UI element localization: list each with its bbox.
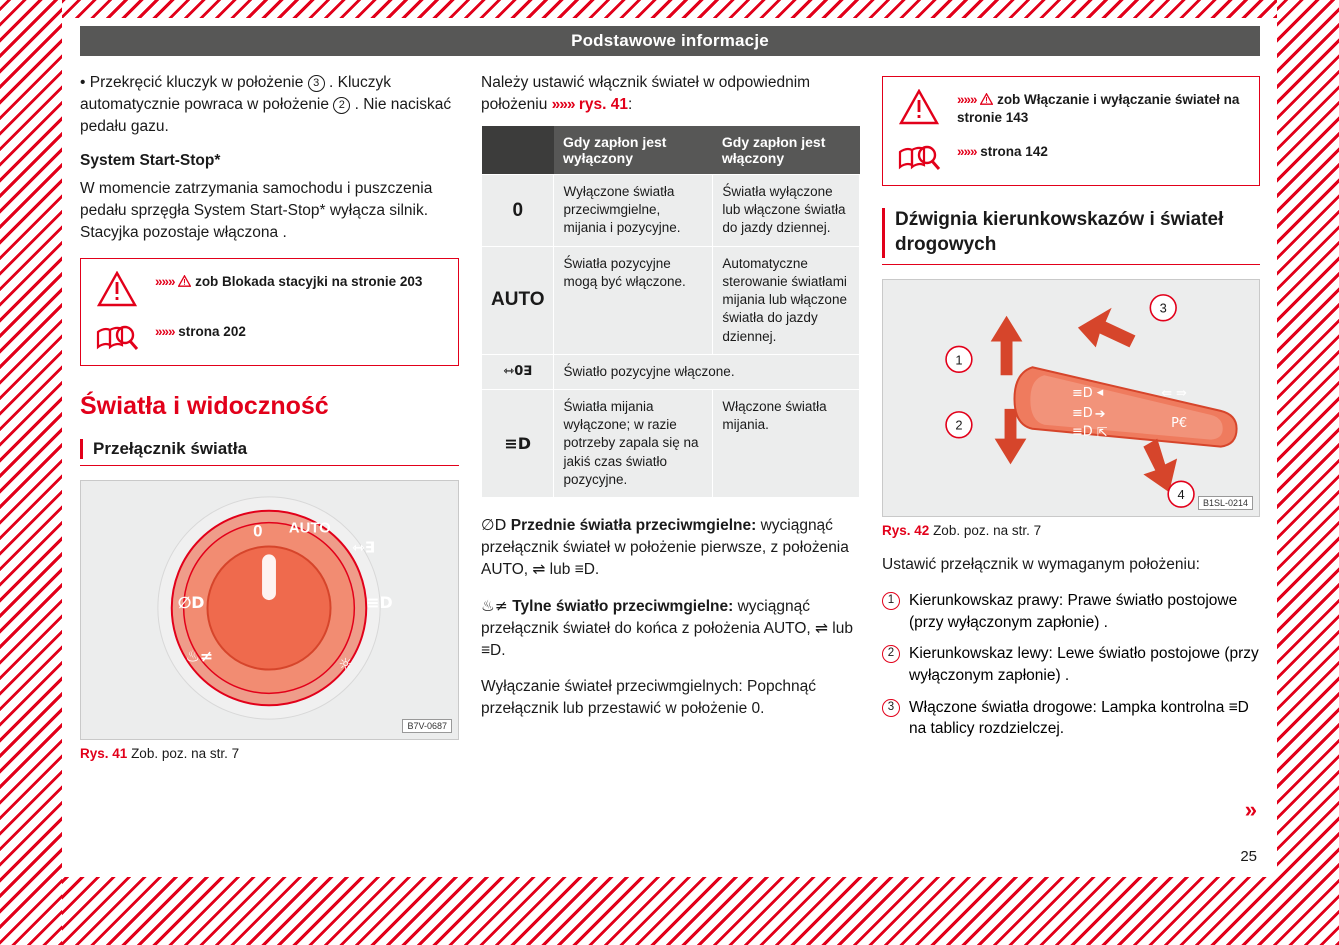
row-off-zero: Wyłączone światła przeciwmgielne, mijania i pozycyjne. (554, 175, 713, 247)
lever-positions-list (882, 590, 1260, 740)
svg-text:➔: ➔ (1094, 406, 1106, 422)
list-item (882, 697, 1260, 740)
subsection-title-lever: Dźwignia kierunkowskazów i świateł drogowych (882, 208, 1260, 257)
list-item-text: Kierunkowskaz lewy: Lewe światło postojowe (przy wyłączonym zapłonie) . (909, 645, 1259, 684)
decorative-hatch-top (0, 0, 1339, 18)
svg-text:3: 3 (1159, 300, 1167, 316)
list-item (882, 643, 1260, 686)
column-right (882, 72, 1260, 862)
divider-red (80, 465, 459, 466)
row-off-auto: Światła pozycyjne mogą być włączone. (554, 246, 713, 354)
marker-3: 3 (882, 699, 900, 717)
marker-2: 2 (333, 97, 350, 114)
column-middle (481, 72, 860, 862)
figure-41 (80, 480, 459, 740)
figure-41-label: Rys. 41 (80, 746, 128, 761)
decorative-hatch-left (0, 0, 62, 945)
svg-text:∅D: ∅D (177, 593, 205, 613)
page-content (62, 18, 1277, 877)
figure-42-code: B1SL-0214 (1198, 496, 1253, 510)
row-on-lowbeam: Włączone światła mijania. (713, 389, 860, 497)
figure-41-caption-text: Zob. poz. na str. 7 (131, 746, 240, 761)
intro-text: Należy ustawić włącznik świateł w odpowiednim położeniu (481, 74, 811, 113)
bullet-text-1-cont: . Kluczyk automatycznie powraca w położenie (80, 74, 392, 113)
side-light-icon: ⇿0∃ (482, 354, 554, 389)
page-header (80, 26, 1260, 56)
marker-1: 1 (882, 592, 900, 610)
svg-text:≡D: ≡D (1071, 385, 1093, 401)
svg-text:◂: ◂ (1096, 384, 1104, 400)
table-row (482, 246, 860, 354)
warning-triangle-icon (93, 269, 141, 307)
svg-text:≡D: ≡D (1071, 405, 1093, 421)
note-text-reference-right: »»» strona 142 (957, 144, 1048, 160)
svg-text:0: 0 (253, 521, 263, 541)
table-header-row (482, 126, 860, 175)
svg-text:⇱: ⇱ (1096, 425, 1108, 441)
svg-text:♨≠: ♨≠ (185, 646, 214, 666)
svg-text:AUTO: AUTO (288, 520, 331, 537)
figure-42 (882, 279, 1260, 517)
note-box-right (882, 76, 1260, 186)
low-beam-icon: ≡D (482, 389, 554, 497)
light-modes-table (481, 126, 860, 498)
heading-start-stop: System Start-Stop* (80, 152, 221, 169)
column-left (80, 72, 459, 862)
note-link-wlaczanie[interactable]: zob Włączanie i wyłączanie świateł na stronie 143 (957, 92, 1240, 126)
book-magnifier-icon (895, 139, 943, 175)
paragraph-key-position: • Przekręcić kluczyk w położenie 3 . Kluczyk automatycznie powraca w położenie 2 . Nie naciskać pedału gazu. (80, 74, 452, 135)
front-fog-label: Przednie światła przeciwmgielne: (510, 517, 757, 535)
svg-text:P€: P€ (1171, 415, 1188, 431)
figure-42-caption-text: Zob. poz. na str. 7 (933, 522, 1042, 538)
continue-arrow-icon: » (1244, 797, 1257, 822)
bullet-text-1-end: . Nie naciskać pedału gazu. (80, 96, 452, 135)
front-fog-icon: ∅D (481, 516, 507, 535)
table-header-symbol (482, 126, 554, 175)
rear-fog-label: Tylne światło przeciwmgielne: (512, 598, 734, 616)
header-title: Podstawowe informacje (571, 31, 769, 50)
decorative-hatch-bottom (0, 877, 1339, 945)
link-rys-41[interactable]: rys. 41 (578, 96, 628, 113)
note-box-left (80, 258, 459, 366)
svg-text:⇚ ⇛: ⇚ ⇛ (1161, 385, 1187, 401)
svg-text:4: 4 (1177, 486, 1185, 502)
note-text-warning: »»» zob Blokada stacyjki na stronie 203 (155, 274, 423, 289)
row-symbol-zero: 0 (482, 175, 554, 247)
note-text-warning-right: »»» zob Włączanie i wyłączanie świateł na stronie 143 (957, 92, 1240, 126)
divider-red-right (882, 264, 1260, 265)
figure-42-label: Rys. 42 (882, 522, 930, 538)
row-off-sidelight: Światło pozycyjne włączone. (554, 354, 860, 389)
paragraph-fog-off: Wyłączanie świateł przeciwmgielnych: Popchnąć przełącznik lub przestawić w położenie 0. (481, 678, 816, 718)
front-fog-text: wyciągnąć przełącznik świateł w położenie pierwsze, z położenia AUTO, ⇌ lub ≡D. (481, 517, 849, 579)
note-row-warning-right (895, 87, 1247, 127)
list-item-text: Kierunkowskaz prawy: Prawe światło postojowe (przy wyłączonym zapłonie) . (909, 591, 1238, 631)
row-off-lowbeam: Światła mijania wyłączone; w razie potrzeby zapala się na jakiś czas światło pozycyjne. (554, 389, 713, 497)
svg-text:1: 1 (955, 352, 963, 368)
subsection-title-switch: Przełącznik światła (80, 439, 459, 459)
marker-3: 3 (308, 75, 325, 92)
table-header-ignition-on: Gdy zapłon jest włączony (713, 126, 860, 175)
rear-fog-text: wyciągnąć przełącznik świateł do końca z położenia AUTO, ⇌ lub ≡D. (481, 598, 853, 660)
paragraph-rear-fog (481, 595, 860, 662)
table-row (482, 175, 860, 247)
paragraph-front-fog (481, 514, 860, 581)
note-row-warning (93, 269, 446, 307)
book-magnifier-icon (93, 319, 141, 355)
note-row-reference-right (895, 139, 1247, 175)
marker-2: 2 (882, 645, 900, 663)
warning-triangle-icon (895, 87, 943, 125)
bullet-text-1: Przekręcić kluczyk w położenie (89, 74, 304, 91)
table-row (482, 389, 860, 497)
section-title-lights: Światła i widoczność (80, 392, 329, 420)
figure-41-caption (80, 746, 459, 761)
note-link-blokada[interactable]: zob Blokada stacyjki na stronie 203 (195, 274, 423, 289)
list-item-text: Włączone światła drogowe: Lampka kontrolna ≡D na tablicy rozdzielczej. (909, 698, 1249, 738)
row-on-zero: Światła wyłączone lub włączone światła do jazdy dziennej. (713, 175, 860, 247)
paragraph-start-stop: W momencie zatrzymania samochodu i puszczenia pedału sprzęgła System Start-Stop* wyłącza silnik. Stacyjka pozostaje włączona . (80, 180, 433, 241)
three-column-layout (80, 72, 1260, 862)
figure-42-caption (882, 523, 1260, 538)
note-row-reference (93, 319, 446, 355)
svg-text:⇿∃: ⇿∃ (352, 538, 375, 557)
paragraph-lever-lead: Ustawić przełącznik w wymaganym położeniu: (882, 555, 1200, 573)
svg-text:≡D: ≡D (1071, 424, 1093, 440)
decorative-hatch-right (1277, 0, 1339, 945)
row-on-auto: Automatyczne sterowanie światłami mijania lub włączone światła do jazdy dziennej. (713, 246, 860, 354)
svg-text:☼: ☼ (338, 654, 353, 674)
page-number: 25 (1240, 848, 1257, 865)
figure-41-code: B7V-0687 (402, 719, 452, 733)
list-item (882, 590, 1260, 633)
note-link-strona-142[interactable]: strona 142 (980, 144, 1048, 160)
svg-text:≡D: ≡D (366, 593, 393, 613)
table-header-ignition-off: Gdy zapłon jest wyłączony (554, 126, 713, 175)
intro-colon: : (628, 96, 633, 113)
paragraph-intro-switch: Należy ustawić włącznik świateł w odpowiednim położeniu »»» rys. 41: (481, 74, 811, 113)
row-symbol-auto: AUTO (482, 246, 554, 354)
note-link-strona-202[interactable]: strona 202 (178, 324, 246, 339)
rear-fog-icon: ♨≠ (481, 597, 508, 616)
svg-text:2: 2 (955, 417, 963, 433)
note-text-reference: »»» strona 202 (155, 324, 246, 339)
table-row (482, 354, 860, 389)
